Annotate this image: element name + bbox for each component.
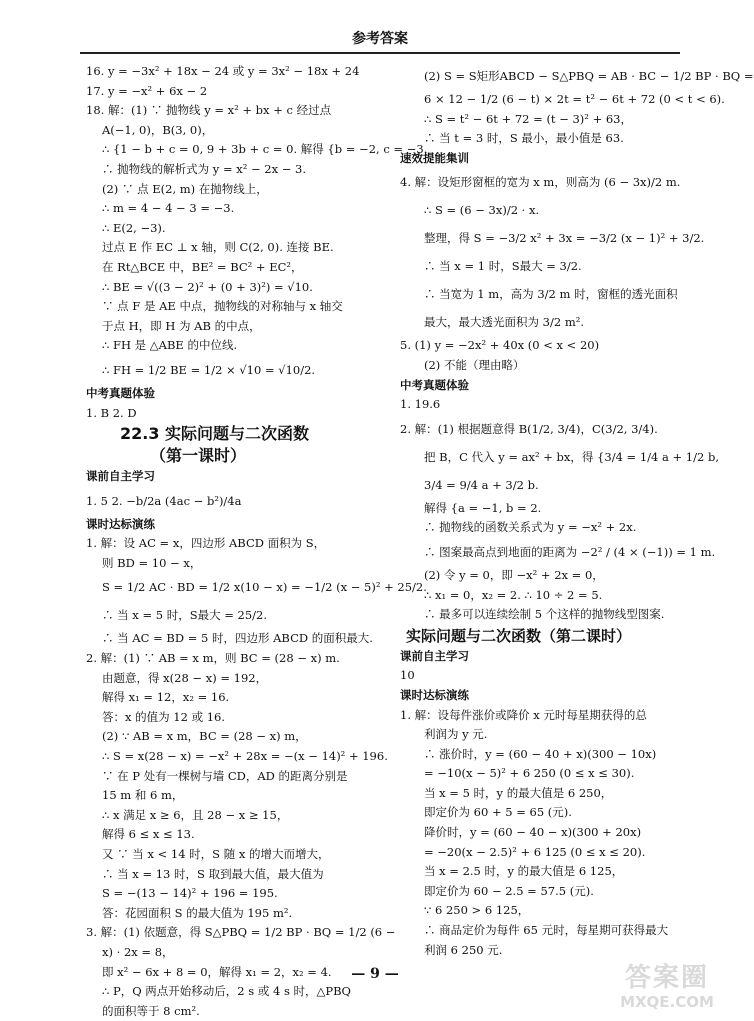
answer-line-right: 中考真题体验 [400,377,469,392]
answer-line-right: (2) S = S矩形ABCD − S△PBQ = AB · BC − 1/2 BP · BQ = [424,69,754,83]
answer-line-right: ∴ 抛物线的函数关系式为 y = −x² + 2x. [424,520,637,535]
answer-line-right: 整理，得 S = −3/2 x² + 3x = −3/2 (x − 1)² + 3/2. [424,231,705,246]
answer-line-left: ∴ 抛物线的解析式为 y = x² − 2x − 3. [102,161,307,176]
answer-line-left: ∵ 在 P 处有一棵树与墙 CD，AD 的距离分别是 [102,768,348,783]
answer-line-left: 课时达标演练 [86,516,155,531]
answer-line-left: 1. 5 2. −b/2a (4ac − b²)/4a [86,493,242,508]
answer-line-right: 利润为 y 元. [424,727,488,742]
answer-line-left: ∴ 当 x = 13 时，S 取到最大值，最大值为 [102,866,324,881]
answer-line-left: ∴ S = x(28 − x) = −x² + 28x = −(x − 14)² + 196. [102,749,388,764]
answer-line-left: 解得 x₁ = 12，x₂ = 16. [102,690,230,705]
answer-line-left: 课前自主学习 [86,469,155,484]
answer-line-right: 4. 解：设矩形窗框的宽为 x m，则高为 (6 − 3x)/2 m. [400,175,681,190]
answer-line-right: ∴ 当 t = 3 时，S 最小，最小值是 63. [424,131,624,146]
answer-line-right: ∴ S = (6 − 3x)/2 · x. [424,203,540,218]
answer-line-left: 的面积等于 8 cm². [102,1003,200,1018]
answer-line-left: ∴ FH 是 △ABE 的中位线. [102,338,238,353]
answer-line-left: 16. y = −3x² + 18x − 24 或 y = 3x² − 18x + 24 [86,64,360,78]
answer-line-right: ∴ 图案最高点到地面的距离为 −2² / (4 × (−1)) = 1 m. [424,544,716,559]
answer-line-right: 3/4 = 9/4 a + 3/2 b. [424,477,539,492]
answer-line-left: ∴ {1 − b + c = 0, 9 + 3b + c = 0. 解得 {b = −2, c = −3. [102,142,428,157]
answer-line-left: 即 x² − 6x + 8 = 0，解得 x₁ = 2，x₂ = 4. [102,964,332,979]
answer-line-right: 6 × 12 − 1/2 (6 − t) × 2t = t² − 6t + 72 (0 < t < 6). [424,92,725,106]
answer-line-left: ∴ m = 4 − 4 − 3 = −3. [102,201,235,216]
right-answer-column [400,62,754,960]
answer-line-right: 1. 解：设每件涨价或降价 x 元时每星期获得的总 [400,707,647,722]
answer-line-right: ∴ 商品定价为每件 65 元时，每星期可获得最大 [424,923,669,938]
answer-line-left: S = 1/2 AC · BD = 1/2 x(10 − x) = −1/2 (x − 5)² + 25/2. [102,580,427,595]
answer-line-right: ∴ x₁ = 0，x₂ = 2. ∴ 10 ÷ 2 = 5. [424,587,603,602]
page-header-title: 参考答案 [352,31,408,47]
answer-line-right: 解得 {a = −1, b = 2. [424,500,542,515]
answer-line-right: (2) 不能（理由略） [424,357,525,372]
answer-line-right: 当 x = 5 时，y 的最大值是 6 250， [424,785,613,800]
answer-line-left: ∴ x 满足 x ≥ 6，且 28 − x ≥ 15， [102,807,289,822]
answer-line-left: 由题意，得 x(28 − x) = 192， [102,670,268,685]
answer-line-right: 当 x = 2.5 时，y 的最大值是 6 125， [424,864,624,879]
answer-line-right: = −20(x − 2.5)² + 6 125 (0 ≤ x ≤ 20). [424,844,646,859]
answer-line-right: 1. 19.6 [400,397,441,412]
answer-line-right: 利润 6 250 元. [424,942,503,957]
answer-line-left: 又 ∵ 当 x < 14 时，S 随 x 的增大而增大， [102,847,330,861]
answer-line-right: 课时达标演练 [400,687,469,702]
answer-line-right: 即定价为 60 + 5 = 65 (元). [424,805,572,820]
answer-line-left: ∴ P，Q 两点开始移动后，2 s 或 4 s 时，△PBQ [102,984,351,999]
answer-line-left: ∴ 当 x = 5 时，S最大 = 25/2. [102,608,268,623]
answer-line-left: 答：花园面积 S 的最大值为 195 m². [102,905,293,920]
answer-line-right: 5. (1) y = −2x² + 40x (0 < x < 20) [400,338,600,353]
answer-line-left: 在 Rt△BCE 中，BE² = BC² + EC²， [102,259,303,274]
answer-line-right: 课前自主学习 [400,648,469,663]
answer-line-right: 实际问题与二次函数（第二课时） [406,626,632,645]
answer-line-left: x) · 2x = 8， [102,944,174,959]
answer-line-left: 于点 H，即 H 为 AB 的中点， [102,318,261,333]
answer-line-right: ∴ 最多可以连续绘制 5 个这样的抛物线型图案. [424,607,665,622]
answer-line-right: ∴ 当宽为 1 m，高为 3/2 m 时，窗框的透光面积 [424,287,678,302]
answer-line-left: 18. 解：(1) ∵ 抛物线 y = x² + bx + c 经过点 [86,103,332,118]
answer-line-right: 10 [400,668,415,683]
answer-line-right: ∵ 6 250 > 6 125， [424,903,530,918]
answer-line-left: 3. 解：(1) 依题意，得 S△PBQ = 1/2 BP · BQ = 1/2 (6 − [86,925,396,940]
answer-line-right: ∴ 当 x = 1 时，S最大 = 3/2. [424,259,582,274]
answer-line-left: 中考真题体验 [86,385,155,400]
answer-line-left: 2. 解：(1) ∵ AB = x m，则 BC = (28 − x) m. [86,651,340,666]
watermark-url: MXQE.COM [620,993,714,1011]
answer-line-left: ∴ BE = √((3 − 2)² + (0 + 3)²) = √10. [102,279,313,294]
answer-line-left: ∴ 当 AC = BD = 5 时，四边形 ABCD 的面积最大. [102,631,373,646]
answer-line-right: 最大，最大透光面积为 3/2 m². [424,315,584,330]
answer-line-left: ∵ 点 F 是 AE 中点，抛物线的对称轴与 x 轴交 [102,299,343,314]
answer-line-right: 2. 解：(1) 根据题意得 B(1/2, 3/4)，C(3/2, 3/4). [400,421,658,436]
answer-line-left: 15 m 和 6 m， [102,788,184,803]
answer-line-left: 则 BD = 10 − x， [102,555,202,570]
answer-line-left: (2) ∵ AB = x m，BC = (28 − x) m， [102,729,307,744]
answer-line-left: (2) ∵ 点 E(2, m) 在抛物线上， [102,181,268,196]
answer-line-right: ∴ S = t² − 6t + 72 = (t − 3)² + 63， [424,111,632,126]
answer-line-left: 1. B 2. D [86,405,137,420]
answer-line-left: 过点 E 作 EC ⊥ x 轴，则 C(2, 0). 连接 BE. [102,240,334,255]
answer-line-right: = −10(x − 5)² + 6 250 (0 ≤ x ≤ 30). [424,766,635,781]
answer-line-left: 17. y = −x² + 6x − 2 [86,83,208,98]
page-number: — 9 — [351,966,399,982]
answer-line-right: 把 B，C 代入 y = ax² + bx，得 {3/4 = 1/4 a + 1/2 b, [424,449,719,464]
answer-line-left: 22.3 实际问题与二次函数 [120,424,310,444]
answer-line-left: ∴ E(2, −3). [102,220,166,235]
answer-line-right: 速效提能集训 [400,150,469,165]
header-rule [80,52,680,54]
watermark-logo [602,963,732,1015]
answer-line-right: 即定价为 60 − 2.5 = 57.5 (元). [424,883,594,898]
answer-line-left: 1. 解：设 AC = x，四边形 ABCD 面积为 S， [86,536,326,551]
answer-line-right: ∴ 涨价时，y = (60 − 40 + x)(300 − 10x) [424,746,657,761]
answer-line-left: ∴ FH = 1/2 BE = 1/2 × √10 = √10/2. [102,362,316,377]
answer-line-left: S = −(13 − 14)² + 196 = 195. [102,886,278,901]
answer-line-left: （第一课时） [150,446,247,466]
answer-line-right: (2) 令 y = 0，即 −x² + 2x = 0， [424,567,604,582]
answer-line-left: 解得 6 ≤ x ≤ 13. [102,827,195,842]
answer-line-left: A(−1, 0)，B(3, 0)， [102,122,214,137]
answer-line-left: 答：x 的值为 12 或 16. [102,709,226,724]
answer-line-right: 降价时，y = (60 − 40 − x)(300 + 20x) [424,825,642,840]
watermark-text: 答案圈 [624,963,709,993]
